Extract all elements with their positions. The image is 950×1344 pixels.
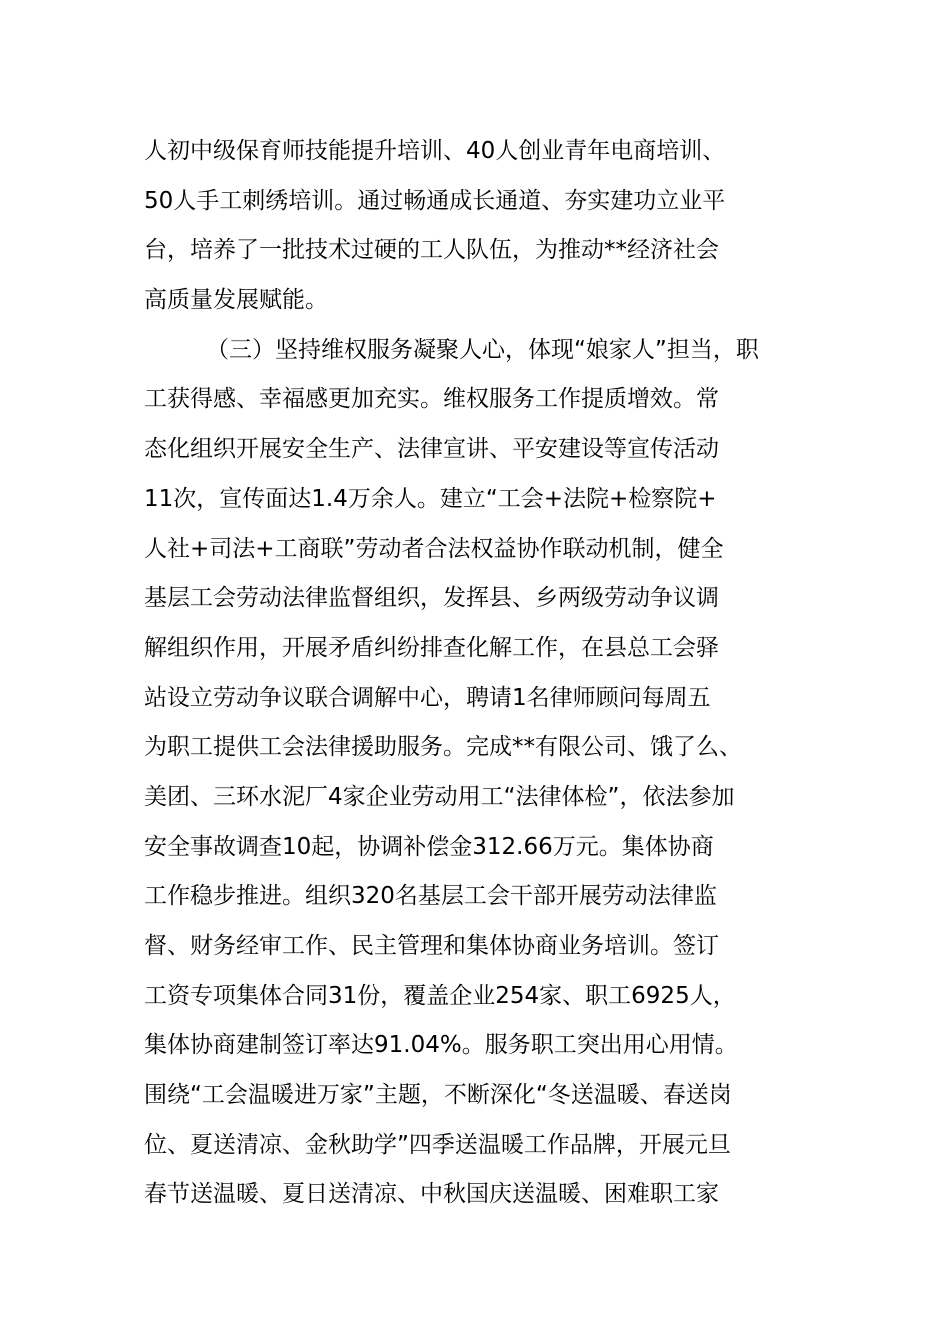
text-line-7: 态化组织开展安全生产、法律宣讲、平安建设等宣传活动 xyxy=(144,436,719,463)
text-line-16: 工作稳步推进。组织320名基层工会干部开展劳动法律监 xyxy=(144,883,717,910)
text-line-1: 人初中级保育师技能提升培训、40人创业青年电商培训、 xyxy=(144,138,726,164)
text-line-2: 50人手工刺绣培训。通过畅通成长通道、夯实建功立业平 xyxy=(144,187,726,214)
text-line-20: 围绕“工会温暖进万家”主题，不断深化“冬送温暖、春送岗 xyxy=(144,1082,732,1109)
text-line-21: 位、夏送清凉、金秋助学”四季送温暖工作品牌，开展元旦 xyxy=(144,1131,731,1158)
text-line-3: 台，培养了一批技术过硬的工人队伍，为推动**经济社会 xyxy=(144,237,719,264)
document-body xyxy=(144,127,844,1220)
text-line-9: 人社+司法+工商联”劳动者合法权益协作联动机制，健全 xyxy=(144,535,724,562)
text-line-19: 集体协商建制签订率达91.04%。服务职工突出用心用情。 xyxy=(144,1032,738,1059)
text-line-4: 高质量发展赋能。 xyxy=(144,287,328,314)
text-line-12: 站设立劳动争议联合调解中心，聘请1名律师顾问每周五 xyxy=(144,684,711,711)
text-line-17: 督、财务经审工作、民主管理和集体协商业务培训。签订 xyxy=(144,933,719,959)
text-line-13: 为职工提供工会法律援助服务。完成**有限公司、饿了么、 xyxy=(144,734,742,761)
text-line-11: 解组织作用，开展矛盾纠纷排查化解工作，在县总工会驿 xyxy=(144,634,719,661)
text-line-22: 春节送温暖、夏日送清凉、中秋国庆送温暖、困难职工家 xyxy=(144,1181,719,1208)
text-line-6: 工获得感、幸福感更加充实。维权服务工作提质增效。常 xyxy=(144,386,719,413)
text-line-14: 美团、三环水泥厂4家企业劳动用工“法律体检”，依法参加 xyxy=(144,783,735,810)
text-line-15: 安全事故调查10起，协调补偿金312.66万元。集体协商 xyxy=(144,833,714,860)
section-heading-line: （三）坚持维权服务凝聚人心，体现“娘家人”担当，职 xyxy=(206,336,759,363)
text-line-8: 11次，宣传面达1.4万余人。建立“工会+法院+检察院+ xyxy=(144,485,717,512)
text-line-18: 工资专项集体合同31份，覆盖企业254家、职工6925人， xyxy=(144,982,736,1009)
text-line-10: 基层工会劳动法律监督组织，发挥县、乡两级劳动争议调 xyxy=(144,585,719,612)
